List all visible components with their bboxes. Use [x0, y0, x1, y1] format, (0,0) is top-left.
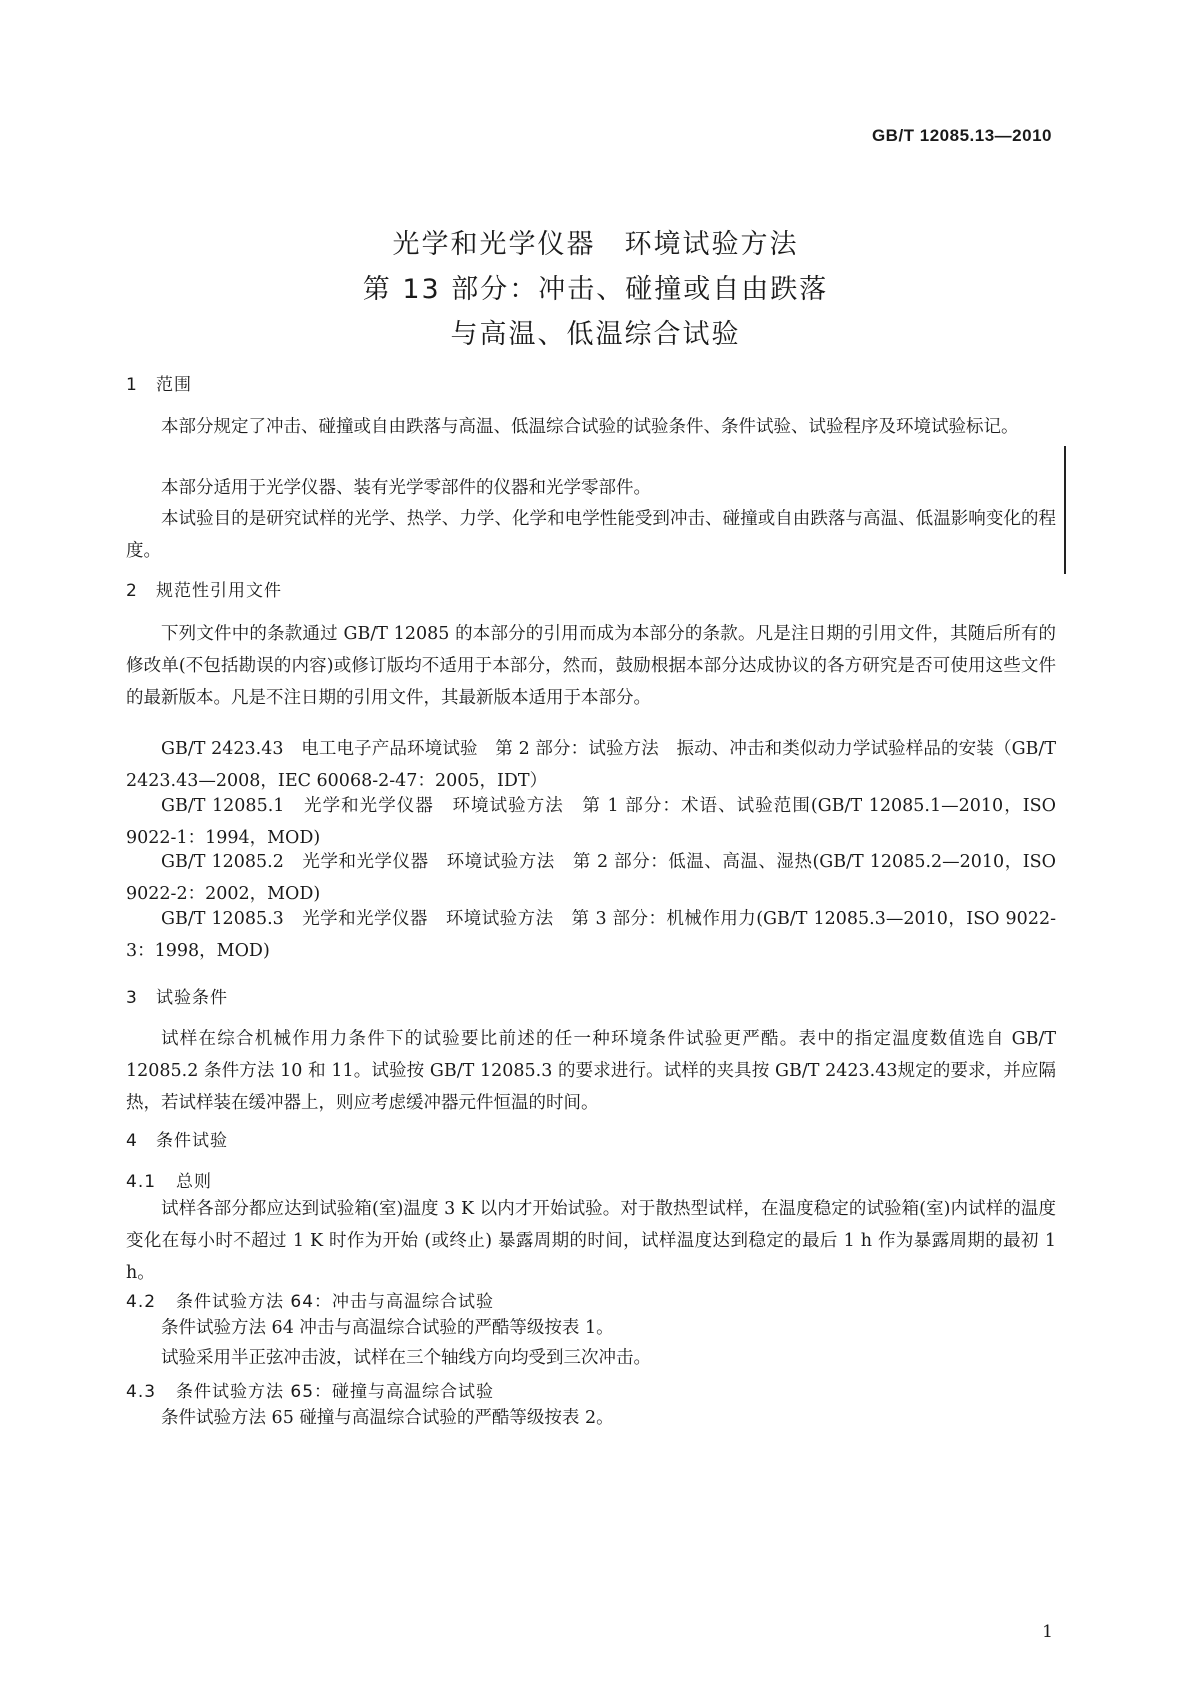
- subsection-title: 总则: [176, 1172, 212, 1192]
- section-heading-1: [126, 370, 192, 395]
- reference-item: GB/T 12085.2 光学和光学仪器 环境试验方法 第 2 部分：低温、高温、湿热(GB/T 12085.2—2010，ISO 9022-2：2002，MOD): [126, 852, 1056, 904]
- subsection-title: 条件试验方法 64：冲击与高温综合试验: [176, 1292, 495, 1312]
- paragraph: 试样各部分都应达到试验箱(室)温度 3 K 以内才开始试验。对于散热型试样，在温度稳定的试验箱(室)内试样的温度变化在每小时不超过 1 K 时作为开始 (或终止) 暴露周期的时间，试样温度达到稳定的最后 1 h 作为暴露周期的最初 1 h。: [126, 1199, 1056, 1283]
- subsection-heading-4-2: [126, 1287, 494, 1312]
- paragraph: 本部分适用于光学仪器、装有光学零部件的仪器和光学零部件。: [161, 478, 651, 498]
- subsection-heading-4-3: [126, 1377, 494, 1402]
- section-number: 3: [126, 988, 138, 1008]
- paragraph: 条件试验方法 65 碰撞与高温综合试验的严酷等级按表 2。: [161, 1408, 614, 1428]
- reference-item: GB/T 2423.43 电工电子产品环境试验 第 2 部分：试验方法 振动、冲击和类似动力学试验样品的安装（GB/T 2423.43—2008，IEC 60068-2-47：2005，IDT）: [126, 739, 1056, 791]
- revision-bar: [1064, 446, 1066, 574]
- section-number: 1: [126, 375, 138, 395]
- reference-item: GB/T 12085.3 光学和光学仪器 环境试验方法 第 3 部分：机械作用力(GB/T 12085.3—2010，ISO 9022-3：1998，MOD): [126, 909, 1056, 961]
- section-number: 4: [126, 1131, 138, 1151]
- section-title: 条件试验: [156, 1131, 228, 1151]
- title-line-3: 与高温、低温综合试验: [450, 319, 741, 350]
- subsection-number: 4.1: [126, 1172, 157, 1192]
- section-heading-2: [126, 576, 282, 601]
- paragraph: 本试验目的是研究试样的光学、热学、力学、化学和电学性能受到冲击、碰撞或自由跌落与高温、低温影响变化的程度。: [126, 509, 1056, 561]
- subsection-number: 4.3: [126, 1382, 157, 1402]
- subsection-title: 条件试验方法 65：碰撞与高温综合试验: [176, 1382, 495, 1402]
- paragraph: 试样在综合机械作用力条件下的试验要比前述的任一种环境条件试验更严酷。表中的指定温度数值选自 GB/T 12085.2 条件方法 10 和 11。试验按 GB/T 12085.3 的要求进行。试样的夹具按 GB/T 2423.43规定的要求，并应隔热，若试样装在缓冲器上，则应考虑缓冲器元件恒温的时间。: [126, 1029, 1056, 1113]
- title-line-1: 光学和光学仪器 环境试验方法: [392, 229, 799, 260]
- reference-item: GB/T 12085.1 光学和光学仪器 环境试验方法 第 1 部分：术语、试验范围(GB/T 12085.1—2010，ISO 9022-1：1994，MOD): [126, 796, 1056, 848]
- page-number: 1: [1042, 1622, 1053, 1642]
- paragraph: 本部分规定了冲击、碰撞或自由跌落与高温、低温综合试验的试验条件、条件试验、试验程序及环境试验标记。: [161, 417, 1019, 437]
- document-title: [0, 222, 1191, 357]
- section-heading-4: [126, 1126, 228, 1151]
- section-title: 规范性引用文件: [156, 581, 282, 601]
- subsection-heading-4-1: [126, 1167, 212, 1192]
- section-title: 范围: [156, 375, 192, 395]
- paragraph: 条件试验方法 64 冲击与高温综合试验的严酷等级按表 1。: [161, 1318, 614, 1338]
- title-line-2: 第 13 部分：冲击、碰撞或自由跌落: [362, 274, 829, 305]
- paragraph: 试验采用半正弦冲击波，试样在三个轴线方向均受到三次冲击。: [161, 1348, 651, 1368]
- subsection-number: 4.2: [126, 1292, 157, 1312]
- section-title: 试验条件: [156, 988, 228, 1008]
- section-heading-3: [126, 983, 228, 1008]
- standard-number: GB/T 12085.13—2010: [871, 126, 1052, 145]
- paragraph: 下列文件中的条款通过 GB/T 12085 的本部分的引用而成为本部分的条款。凡是注日期的引用文件，其随后所有的修改单(不包括勘误的内容)或修订版均不适用于本部分，然而，鼓励根据本部分达成协议的各方研究是否可使用这些文件的最新版本。凡是不注日期的引用文件，其最新版本适用于本部分。: [126, 624, 1056, 708]
- section-number: 2: [126, 581, 138, 601]
